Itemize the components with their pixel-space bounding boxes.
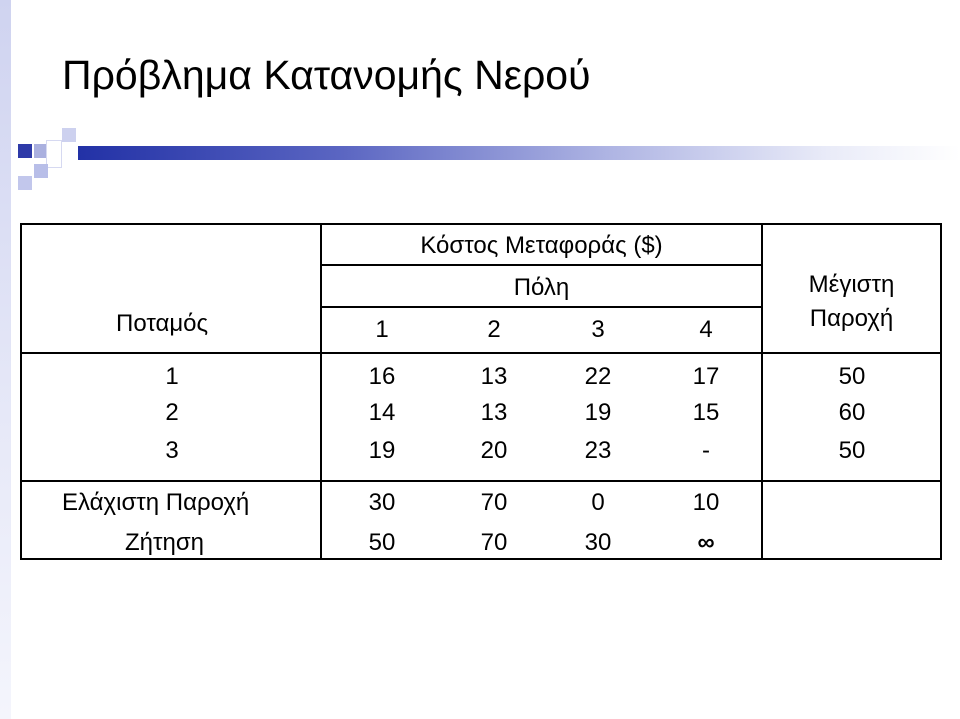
- river-label: 1: [165, 363, 179, 390]
- left-decorative-stripe: [0, 0, 11, 719]
- table-divider-horizontal: [22, 480, 940, 482]
- cost-cell: 16: [368, 363, 396, 390]
- decorative-square: [34, 164, 48, 178]
- max-supply-header: Μέγιστη: [808, 271, 895, 298]
- cost-cell: 14: [368, 399, 396, 426]
- min-supply-cell: 30: [368, 489, 396, 516]
- cost-cell: 19: [368, 437, 396, 464]
- cost-cell: 20: [480, 437, 508, 464]
- decorative-square: [46, 140, 62, 168]
- max-supply-cell: 60: [838, 399, 866, 426]
- max-supply-cell: 50: [838, 363, 866, 390]
- cost-cell: 13: [480, 399, 508, 426]
- min-supply-cell: 0: [591, 489, 605, 516]
- max-supply-cell: 50: [838, 437, 866, 464]
- decorative-square: [18, 176, 32, 190]
- slide-title: Πρόβλημα Κατανομής Νερού: [62, 52, 591, 98]
- table-divider-horizontal: [22, 352, 940, 354]
- river-label: 2: [165, 399, 179, 426]
- decorative-square: [18, 144, 32, 158]
- demand-cell: 70: [480, 529, 508, 556]
- min-supply-cell: 70: [480, 489, 508, 516]
- cost-group-header: Κόστος Μεταφοράς ($): [420, 232, 663, 259]
- city-column-header: 4: [699, 316, 713, 343]
- city-column-header: 1: [375, 316, 389, 343]
- max-supply-header: Παροχή: [809, 305, 894, 332]
- table-divider-horizontal: [322, 306, 761, 308]
- city-column-header: 2: [487, 316, 501, 343]
- title-underline-gradient-bar: [78, 146, 960, 160]
- cost-cell: 13: [480, 363, 508, 390]
- demand-cell: 30: [584, 529, 612, 556]
- demand-cell: 50: [368, 529, 396, 556]
- decorative-square: [62, 128, 76, 142]
- river-label: 3: [165, 437, 179, 464]
- table-divider-horizontal: [322, 264, 761, 266]
- demand-label: Ζήτηση: [125, 529, 204, 556]
- cost-cell: 23: [584, 437, 612, 464]
- min-supply-label: Ελάχιστη Παροχή: [62, 489, 250, 516]
- demand-cell: ∞: [697, 529, 715, 556]
- cost-cell: 19: [584, 399, 612, 426]
- cost-cell: 17: [692, 363, 720, 390]
- cost-cell: 15: [692, 399, 720, 426]
- city-column-header: 3: [591, 316, 605, 343]
- river-header: Ποταμός: [116, 310, 209, 337]
- city-header: Πόλη: [513, 274, 570, 301]
- cost-cell: -: [702, 437, 710, 464]
- cost-cell: 22: [584, 363, 612, 390]
- min-supply-cell: 10: [692, 489, 720, 516]
